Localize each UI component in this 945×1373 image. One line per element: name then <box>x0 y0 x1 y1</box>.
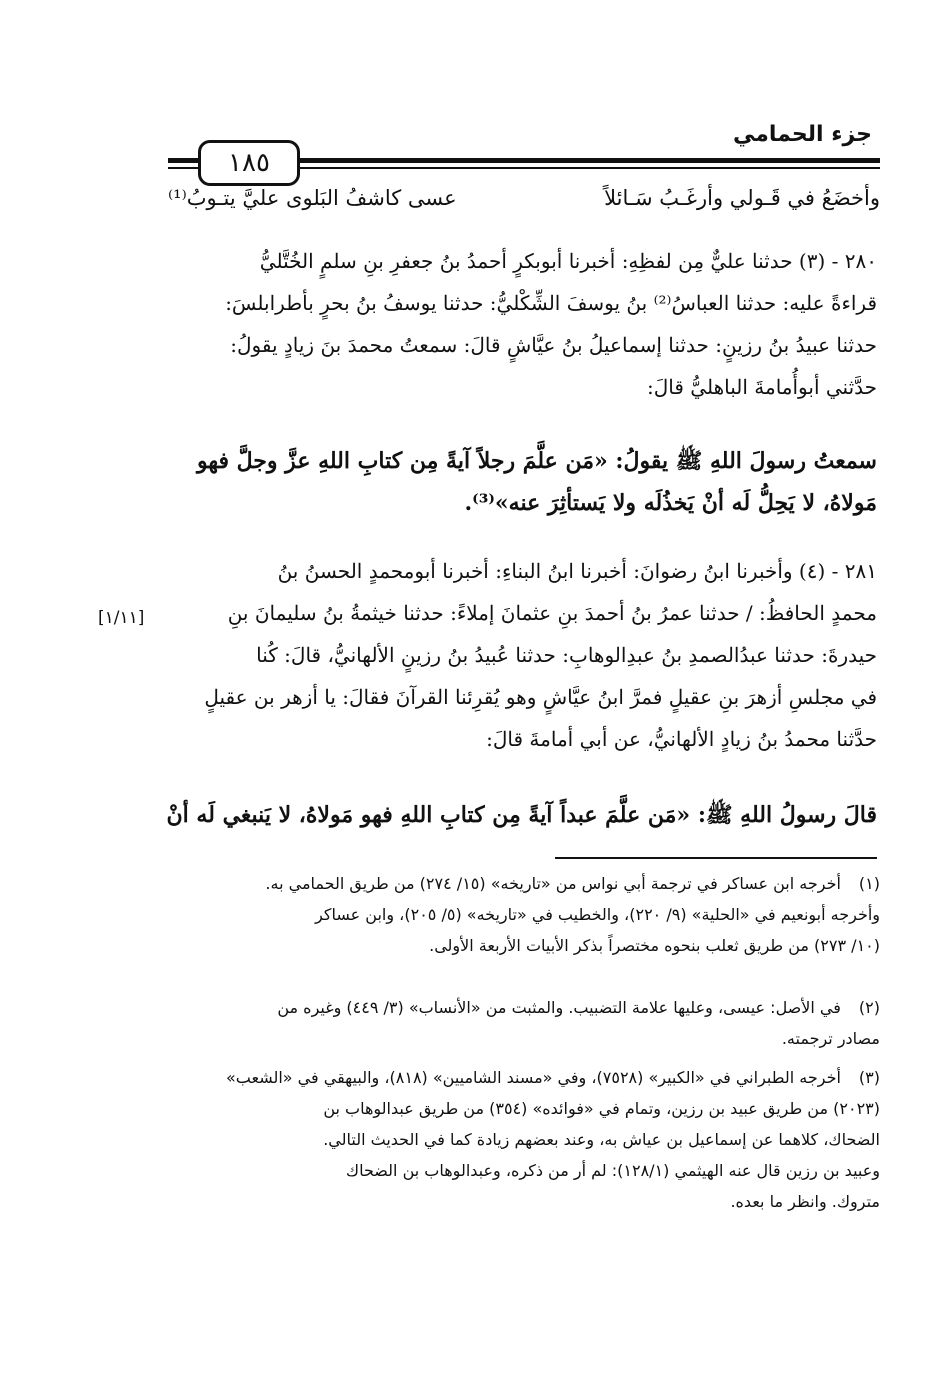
verse-first-hemistich: وأخضَعُ في قَـولي وأرغَـبُ سَـائلاً <box>604 186 880 210</box>
footnote-1 <box>168 868 880 961</box>
footnote-3 <box>168 1062 880 1217</box>
footnote-line: متروك. وانظر ما بعده. <box>730 1192 880 1211</box>
footnote-line <box>168 868 880 899</box>
paragraph-280 <box>165 240 877 408</box>
footnote-number: (١) <box>858 874 880 893</box>
book-title: جزء الحمامي <box>733 122 872 147</box>
footnote-line: وعبيد بن رزين قال عنه الهيثمي (١٢٨/١): لم أر من ذكره، وعبدالوهاب بن الضحاك <box>345 1161 880 1180</box>
footnote-line <box>168 992 880 1023</box>
footnote-number: (٢) <box>858 998 880 1017</box>
text-line: ٢٨١ - (٤) وأخبرنا ابنُ رضوانَ: أخبرنا ابنُ البناءِ: أخبرنا أبومحمدٍ الحسنُ بنُ <box>277 559 877 583</box>
page-number <box>198 140 300 186</box>
footnote-line: وأخرجه أبونعيم في «الحلية» (٩/ ٢٢٠)، والخطيب في «تاريخه» (٥/ ٢٠٥)، وابن عساكر <box>315 905 880 924</box>
footnote-line <box>168 1062 880 1093</box>
page-header <box>168 118 880 188</box>
footnote-line: (١٠/ ٢٧٣) من طريق ثعلب بنحوه مختصراً بذكر الأبيات الأربعة الأولى. <box>429 936 880 955</box>
text-line: حدَّثني أبوأُمامةَ الباهليُّ قالَ: <box>647 375 877 399</box>
text-line: قراءةً عليه: حدثنا العباسُ⁽²⁾ بنُ يوسفَ الشِّكْليُّ: حدثنا يوسفُ بنُ بحرٍ بأطرابلسَ: <box>225 291 877 315</box>
footnote-separator <box>555 857 877 859</box>
hadith-281 <box>165 794 877 836</box>
page-number-text: ١٨٥ <box>228 148 270 178</box>
hadith-line: سمعتُ رسولَ اللهِ ﷺ يقولُ: «مَن علَّمَ رجلاً آيةً مِن كتابِ اللهِ عزَّ وجلَّ فهو <box>196 448 877 474</box>
footnote-line: (٢٠٢٣) من طريق عبيد بن رزين، وتمام في «فوائده» (٣٥٤) من طريق عبدالوهاب بن <box>323 1099 880 1118</box>
text-line: حدَّثنا محمدُ بنُ زيادٍ الألهانيُّ، عن أبي أمامةَ قالَ: <box>486 727 877 751</box>
text-line: حيدرةَ: حدثنا عبدُالصمدِ بنُ عبدِالوهابِ: حدثنا عُبيدُ بنُ رزينٍ الألهانيُّ، قالَ: كُنا <box>256 643 877 667</box>
poem-verse <box>168 186 880 226</box>
verse-second-hemistich: عسى كاشفُ البَلوى عليَّ يتـوبُ⁽¹⁾ <box>168 186 457 210</box>
hadith-280 <box>165 440 877 524</box>
paragraph-281 <box>165 550 877 760</box>
hadith-line: مَولاهُ، لا يَحِلُّ لَه أنْ يَخذُلَه ولا يَستأثِرَ عنه»⁽³⁾. <box>464 490 877 516</box>
footnote-number: (٣) <box>858 1068 880 1087</box>
manuscript-folio-ref: [١/١١] <box>98 608 145 628</box>
hadith-line: قالَ رسولُ اللهِ ﷺ: «مَن علَّمَ عبداً آيةً مِن كتابِ اللهِ فهو مَولاهُ، لا يَنبغي لَه أنْ <box>166 802 877 828</box>
text-line: حدثنا عبيدُ بنُ رزينٍ: حدثنا إسماعيلُ بنُ عيَّاشٍ قالَ: سمعتُ محمدَ بنَ زيادٍ يقولُ: <box>230 333 877 357</box>
text-line: محمدٍ الحافظُ: / حدثنا عمرُ بنُ أحمدَ بنِ عثمانَ إملاءً: حدثنا خيثمةُ بنُ سليمانَ بنِ <box>227 601 877 625</box>
text-line: ٢٨٠ - (٣) حدثنا عليٌّ مِن لفظِهِ: أخبرنا أبوبكرٍ أحمدُ بنُ جعفرِ بنِ سلمٍ الخُتَّليُّ <box>259 249 877 273</box>
footnote-line: الضحاك، كلاهما عن إسماعيل بن عياش به، وعند بعضهم زيادة كما في الحديث التالي. <box>323 1130 880 1149</box>
footnote-text: أخرجه الطبراني في «الكبير» (٧٥٢٨)، وفي «مسند الشاميين» (٨١٨)، والبيهقي في «الشعب» <box>225 1068 841 1087</box>
footnote-2 <box>168 992 880 1054</box>
footnote-line: مصادر ترجمته. <box>781 1029 880 1048</box>
footnote-text: في الأصل: عيسى، وعليها علامة التضبيب. والمثبت من «الأنساب» (٣/ ٤٤٩) وغيره من <box>277 998 841 1017</box>
footnote-text: أخرجه ابن عساكر في ترجمة أبي نواس من «تاريخه» (١٥/ ٢٧٤) من طريق الحمامي به. <box>265 874 841 893</box>
text-line: في مجلسِ أزهرَ بنِ عقيلٍ فمرَّ ابنُ عيَّاشٍ وهو يُقرِئنا القرآنَ فقالَ: يا أزهر بن عقيلٍ <box>204 685 877 709</box>
